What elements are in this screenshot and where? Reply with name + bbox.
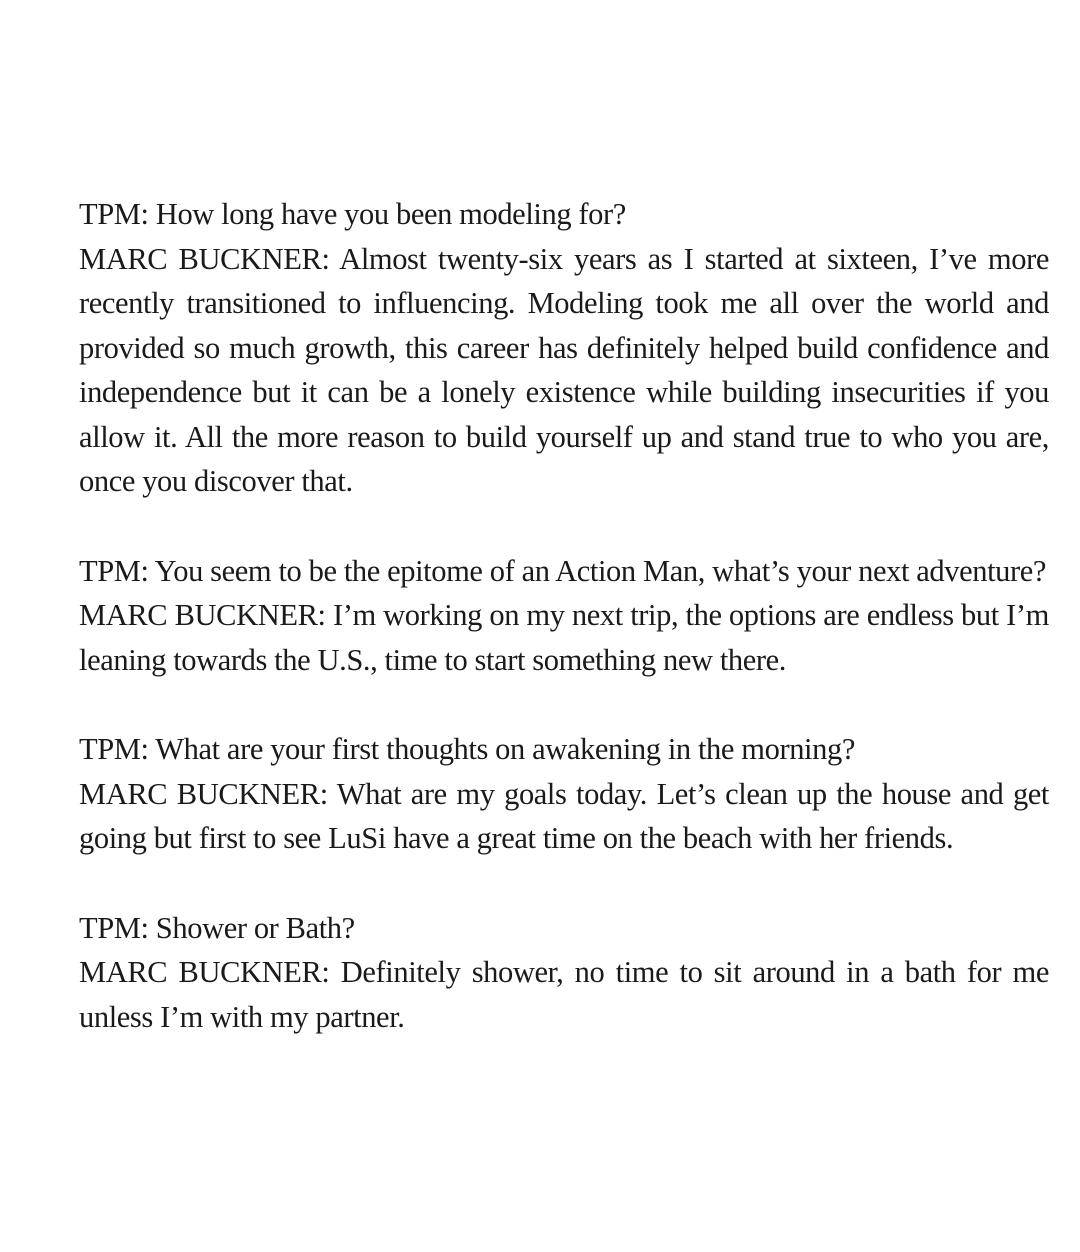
qa-block-1 <box>79 192 1049 504</box>
question-text: TPM: What are your first thoughts on awakening in the morning? <box>79 732 855 766</box>
answer-text: MARC BUCKNER: What are my goals today. Let’s clean up the house and get going but first to see LuSi have a great time on the beach with her friends. <box>79 776 1049 855</box>
qa-block-2 <box>79 549 1049 683</box>
interview-page <box>79 192 1049 1084</box>
qa-block-3 <box>79 727 1049 861</box>
answer-text: MARC BUCKNER: Almost twenty-six years as I started at sixteen, I’ve more recently transitioned to influencing. Modeling took me all over the world and provided so much growth, this career has definitely helped build confidence and independence but it can be a lonely existence while building insecurities if you allow it. All the more reason to build yourself up and stand true to who you are, once you discover that. <box>79 241 1049 498</box>
qa-block-4 <box>79 906 1049 1040</box>
question-text: TPM: You seem to be the epitome of an Action Man, what’s your next adventure? <box>79 553 1047 588</box>
answer-text: MARC BUCKNER: Definitely shower, no time to sit around in a bath for me unless I’m with my partner. <box>79 955 1049 1034</box>
answer-text: MARC BUCKNER: I’m working on my next trip, the options are endless but I’m leaning towards the U.S., time to start something new there. <box>79 598 1049 677</box>
question-text: TPM: Shower or Bath? <box>79 910 355 945</box>
question-text: TPM: How long have you been modeling for? <box>79 197 626 231</box>
